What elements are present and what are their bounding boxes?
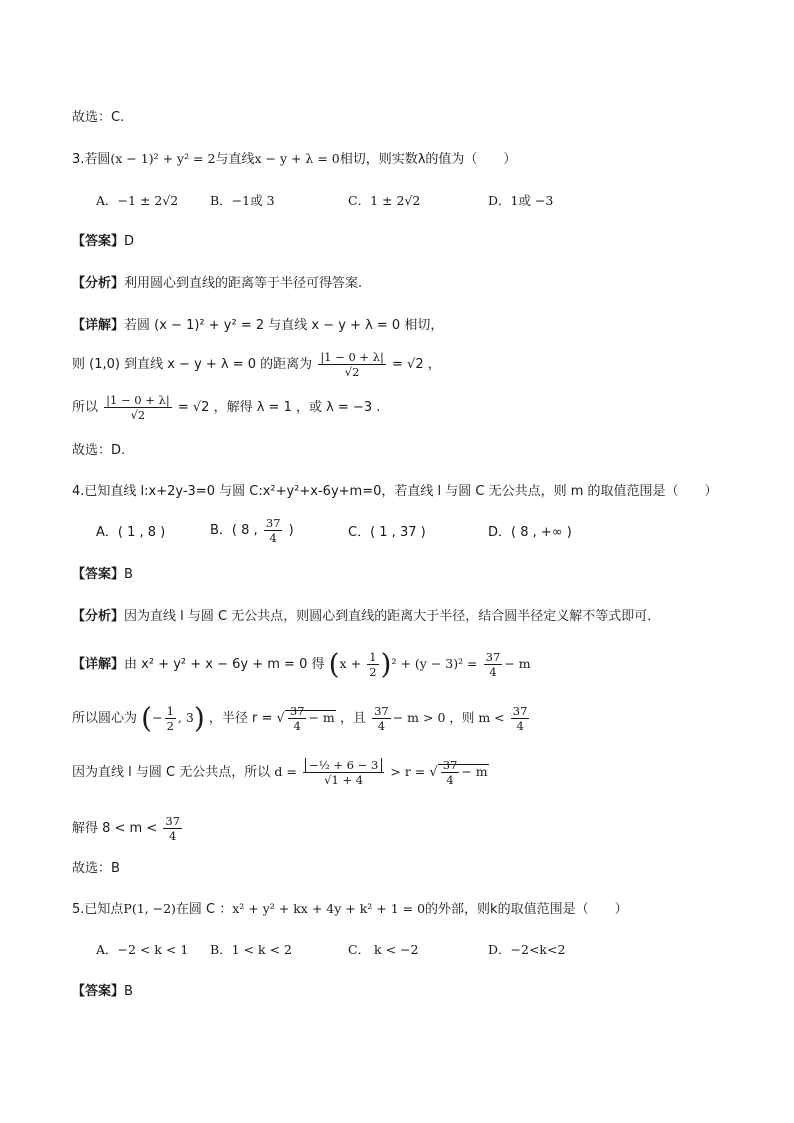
- fraction: $\frac{1}{2}$: [369, 650, 377, 679]
- detail-4-line-2: 所以圆心为 (− $\frac{1}{2}$ , 3) ，半径 r = √ $\frac{37}{4}$ − m ，且 $\frac{37}{4}$ − m > 0 ，则 m < $\frac{37}{4}$: [72, 701, 528, 735]
- option-c[interactable]: C．1 ± 2√2: [348, 193, 421, 208]
- option-c[interactable]: C． k < −2: [348, 942, 419, 957]
- selection-c: 故选：C.: [72, 110, 125, 125]
- fraction: $\frac{37}{4}$: [289, 704, 305, 733]
- option-a[interactable]: A．−2 < k < 1: [96, 942, 189, 957]
- answer-3: 【答案】D: [72, 234, 135, 249]
- square-root: √ $\frac{37}{4}$ − m: [429, 758, 488, 787]
- fraction: $\frac{37}{4}$: [485, 650, 501, 679]
- answer-5: 【答案】B: [72, 984, 133, 999]
- option-b[interactable]: B．1 < k < 2: [210, 942, 293, 957]
- option-a[interactable]: A．−1 ± 2√2: [96, 193, 179, 208]
- option-a[interactable]: A．( 1 , 8 ): [96, 525, 166, 540]
- question-4-stem: 4.已知直线 l:x+2y-3=0 与圆 C:x²+y²+x-6y+m=0，若直线 l 与圆 C 无公共点，则 m 的取值范围是（ ）: [72, 484, 718, 499]
- fraction: $\frac{1}{2}$: [166, 704, 174, 733]
- fraction: $\frac{\text{−½ + 6 − 3}}{√1 + 4}$: [303, 758, 384, 787]
- detail-4-line-3: 因为直线 l 与圆 C 无公共点，所以 d = $\frac{\text{−½ + 6 − 3}}{√1 + 4}$ > r = √ $\frac{37}{4}$ − m: [72, 758, 488, 787]
- question-5-stem: 5.已知点P(1, −2)在圆 C ：x² + y² + kx + 4y + k² + 1 = 0的外部，则k的取值范围是（ ）: [72, 901, 628, 917]
- analysis-4: 【分析】因为直线 l 与圆 C 无公共点，则圆心到直线的距离大于半径，结合圆半径定义解不等式即可．: [72, 609, 661, 624]
- analysis-3: 【分析】利用圆心到直线的距离等于半径可得答案.: [72, 276, 363, 291]
- question-3-stem: 3.若圆(x − 1)² + y² = 2与直线x − y + λ = 0相切，则实数λ的值为（ ）: [72, 151, 517, 167]
- option-d[interactable]: D．1或 −3: [488, 193, 554, 208]
- detail-4-line-1: 【详解】由 x² + y² + x − 6y + m = 0 得 (x + $\frac{1}{2}$ )² + (y − 3)² = $\frac{37}{4}$ − m: [72, 647, 531, 681]
- option-d[interactable]: D．−2<k<2: [488, 942, 566, 957]
- fraction: $\frac{|1 - 0 + \lambda|}{√2}$: [320, 350, 384, 379]
- detail-3-line-3: 所以 $\frac{|1 - 0 + \lambda|}{√2}$ = √2 ，解得 λ = 1 ，或 λ = −3 .: [72, 393, 381, 422]
- fraction: $\frac{37}{4}$: [442, 758, 458, 787]
- square-root: √ $\frac{37}{4}$ − m: [276, 704, 335, 733]
- option-b[interactable]: B．( 8 , $\frac{37}{4}$ ): [210, 516, 294, 545]
- option-c[interactable]: C．( 1 , 37 ): [348, 525, 426, 540]
- detail-3-line-2: 则 (1,0) 到直线 x − y + λ = 0 的距离为 $\frac{|1 - 0 + \lambda|}{√2}$ = √2 ，: [72, 350, 441, 379]
- fraction: $\frac{|1 - 0 + \lambda|}{√2}$: [106, 393, 170, 422]
- fraction: $\frac{37}{4}$: [165, 814, 181, 843]
- selection-d: 故选：D.: [72, 443, 126, 458]
- fraction: $\frac{37}{4}$: [374, 704, 389, 733]
- fraction: $\frac{37}{4}$: [512, 704, 528, 733]
- fraction: $\frac{37}{4}$: [265, 516, 281, 545]
- answer-4: 【答案】B: [72, 567, 133, 582]
- detail-3-line-1: 【详解】若圆 (x − 1)² + y² = 2 与直线 x − y + λ = 0 相切，: [72, 318, 444, 333]
- selection-b: 故选：B: [72, 861, 120, 876]
- detail-4-line-4: 解得 8 < m < $\frac{37}{4}$: [72, 814, 181, 843]
- option-b[interactable]: B．−1或 3: [210, 193, 275, 208]
- option-d[interactable]: D．( 8 , +∞ ): [488, 525, 572, 540]
